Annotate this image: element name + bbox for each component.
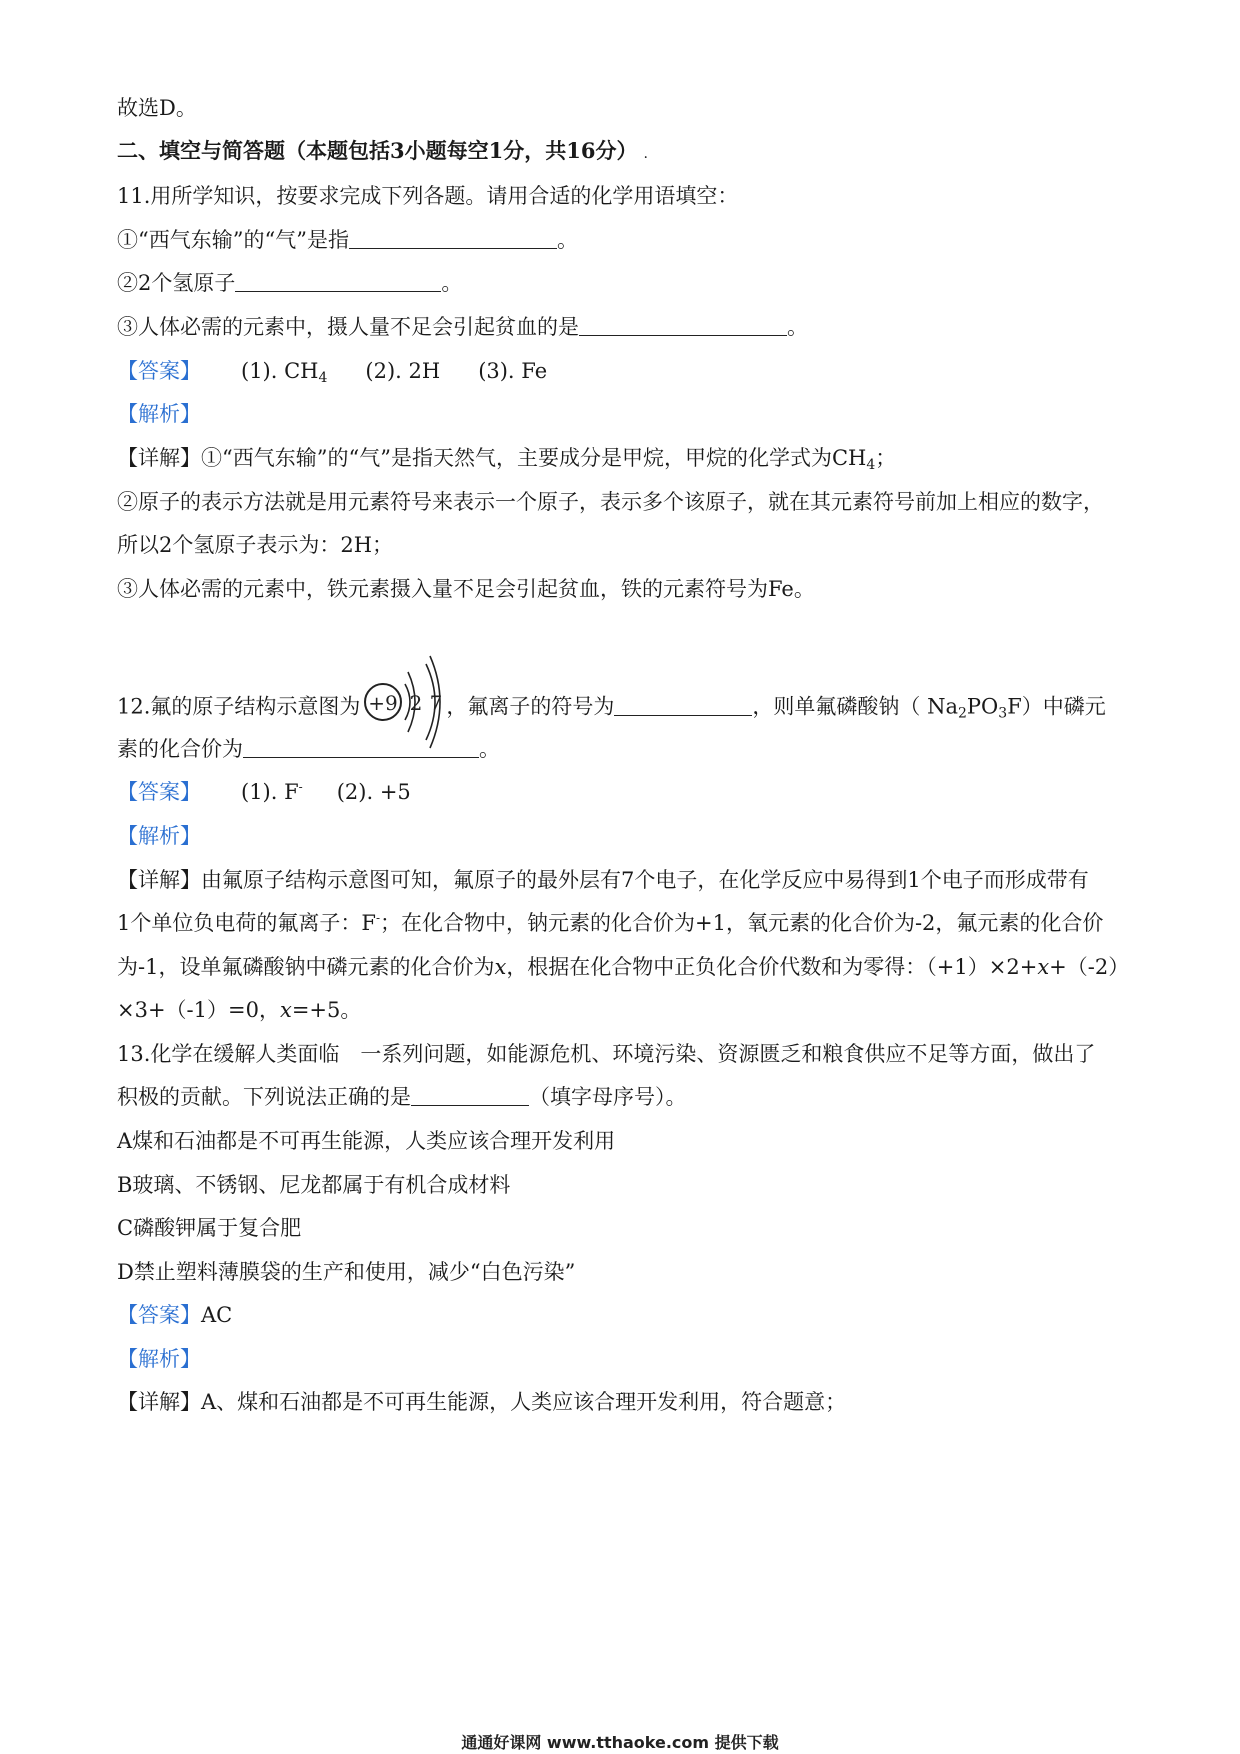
- option-c: C磷酸钾属于复合肥: [117, 1216, 302, 1240]
- text-line: 故选D。: [117, 96, 197, 120]
- answer-13: 【答案】AC: [117, 1303, 233, 1327]
- answer-blank[interactable]: [243, 737, 479, 758]
- answer-label: 【答案】: [117, 1303, 201, 1327]
- option-b: B玻璃、不锈钢、尼龙都属于有机合成材料: [117, 1173, 511, 1197]
- analysis-label: 【解析】: [117, 402, 201, 426]
- option-a: A煤和石油都是不可再生能源，人类应该合理开发利用: [117, 1129, 616, 1153]
- detail-13: 【详解】A、煤和石油都是不可再生能源，人类应该合理开发利用，符合题意；: [117, 1390, 847, 1414]
- question-13-cont: 积极的贡献。下列说法正确的是 （填字母序号）。: [117, 1085, 687, 1109]
- detail-12: 【详解】由氟原子结构示意图可知，氟原子的最外层有7个电子，在化学反应中易得到1个电子而形成带有: [117, 868, 1089, 892]
- shell-2-electrons: 7: [430, 691, 443, 715]
- question-11-part-3: ③人体必需的元素中，摄人量不足会引起贫血的是 。: [117, 315, 808, 339]
- question-12-cont: 素的化合价为 。: [117, 737, 500, 761]
- answer-blank[interactable]: [349, 228, 557, 249]
- answer-label: 【答案】: [117, 780, 201, 804]
- answer-11: 【答案】 (1). $CH_4$ (2). 2H (3). Fe: [117, 359, 548, 386]
- question-12: 12.氟的原子结构示意图为 +9 2 7 ，氟离子的符号为 ，则单氟磷酸钠（ $Na_2PO_3F$）中磷元: [117, 656, 1106, 760]
- nucleus-label: +9: [368, 691, 399, 715]
- text-line: 所以2个氢原子表示为：2H；: [117, 533, 394, 557]
- question-13: 13.化学在缓解人类面临 一系列问题，如能源危机、环境污染、资源匮乏和粮食供应不足等方面，做出了: [117, 1042, 1096, 1066]
- shell-1-electrons: 2: [410, 691, 423, 715]
- answer-12: 【答案】 (1). F- (2). +5: [117, 780, 411, 804]
- answer-blank[interactable]: [579, 315, 787, 336]
- answer-blank[interactable]: [614, 695, 752, 716]
- text-line: ③人体必需的元素中，铁元素摄入量不足会引起贫血，铁的元素符号为Fe。: [117, 577, 815, 601]
- answer-blank[interactable]: [235, 271, 441, 292]
- question-11-part-2: ②2个氢原子 。: [117, 271, 463, 295]
- answer-label: 【答案】: [117, 359, 201, 383]
- section-heading: 二、填空与简答题（本题包括3小题每空1分，共16分） .: [117, 138, 648, 163]
- text-line: ×3+（-1）=0，x=+5。: [117, 998, 362, 1022]
- text-line: ②原子的表示方法就是用元素符号来表示一个原子，表示多个该原子，就在其元素符号前加上相应的数字，: [117, 490, 1104, 514]
- text-line: 1个单位负电荷的氟离子：F-；在化合物中，钠元素的化合价为+1，氧元素的化合价为-2，氟元素的化合价: [117, 911, 1104, 935]
- text-line: 为-1，设单氟磷酸钠中磷元素的化合价为x，根据在化合物中正负化合价代数和为零得：（+1）×2+x+（-2）: [117, 955, 1130, 979]
- question-11-part-1: ①“西气东输”的“气”是指 。: [117, 228, 578, 252]
- answer-blank[interactable]: [411, 1085, 529, 1106]
- option-d: D禁止塑料薄膜袋的生产和使用，减少“白色污染”: [117, 1260, 576, 1284]
- page-footer: 通通好课网 www.tthaoke.com 提供下载: [461, 1733, 779, 1752]
- question-11: 11.用所学知识，按要求完成下列各题。请用合适的化学用语填空：: [117, 184, 739, 208]
- analysis-label: 【解析】: [117, 1347, 201, 1371]
- analysis-label: 【解析】: [117, 824, 201, 848]
- detail-11: 【详解】①“西气东输”的“气”是指天然气，主要成分是甲烷，甲烷的化学式为$CH_4$；: [117, 446, 897, 473]
